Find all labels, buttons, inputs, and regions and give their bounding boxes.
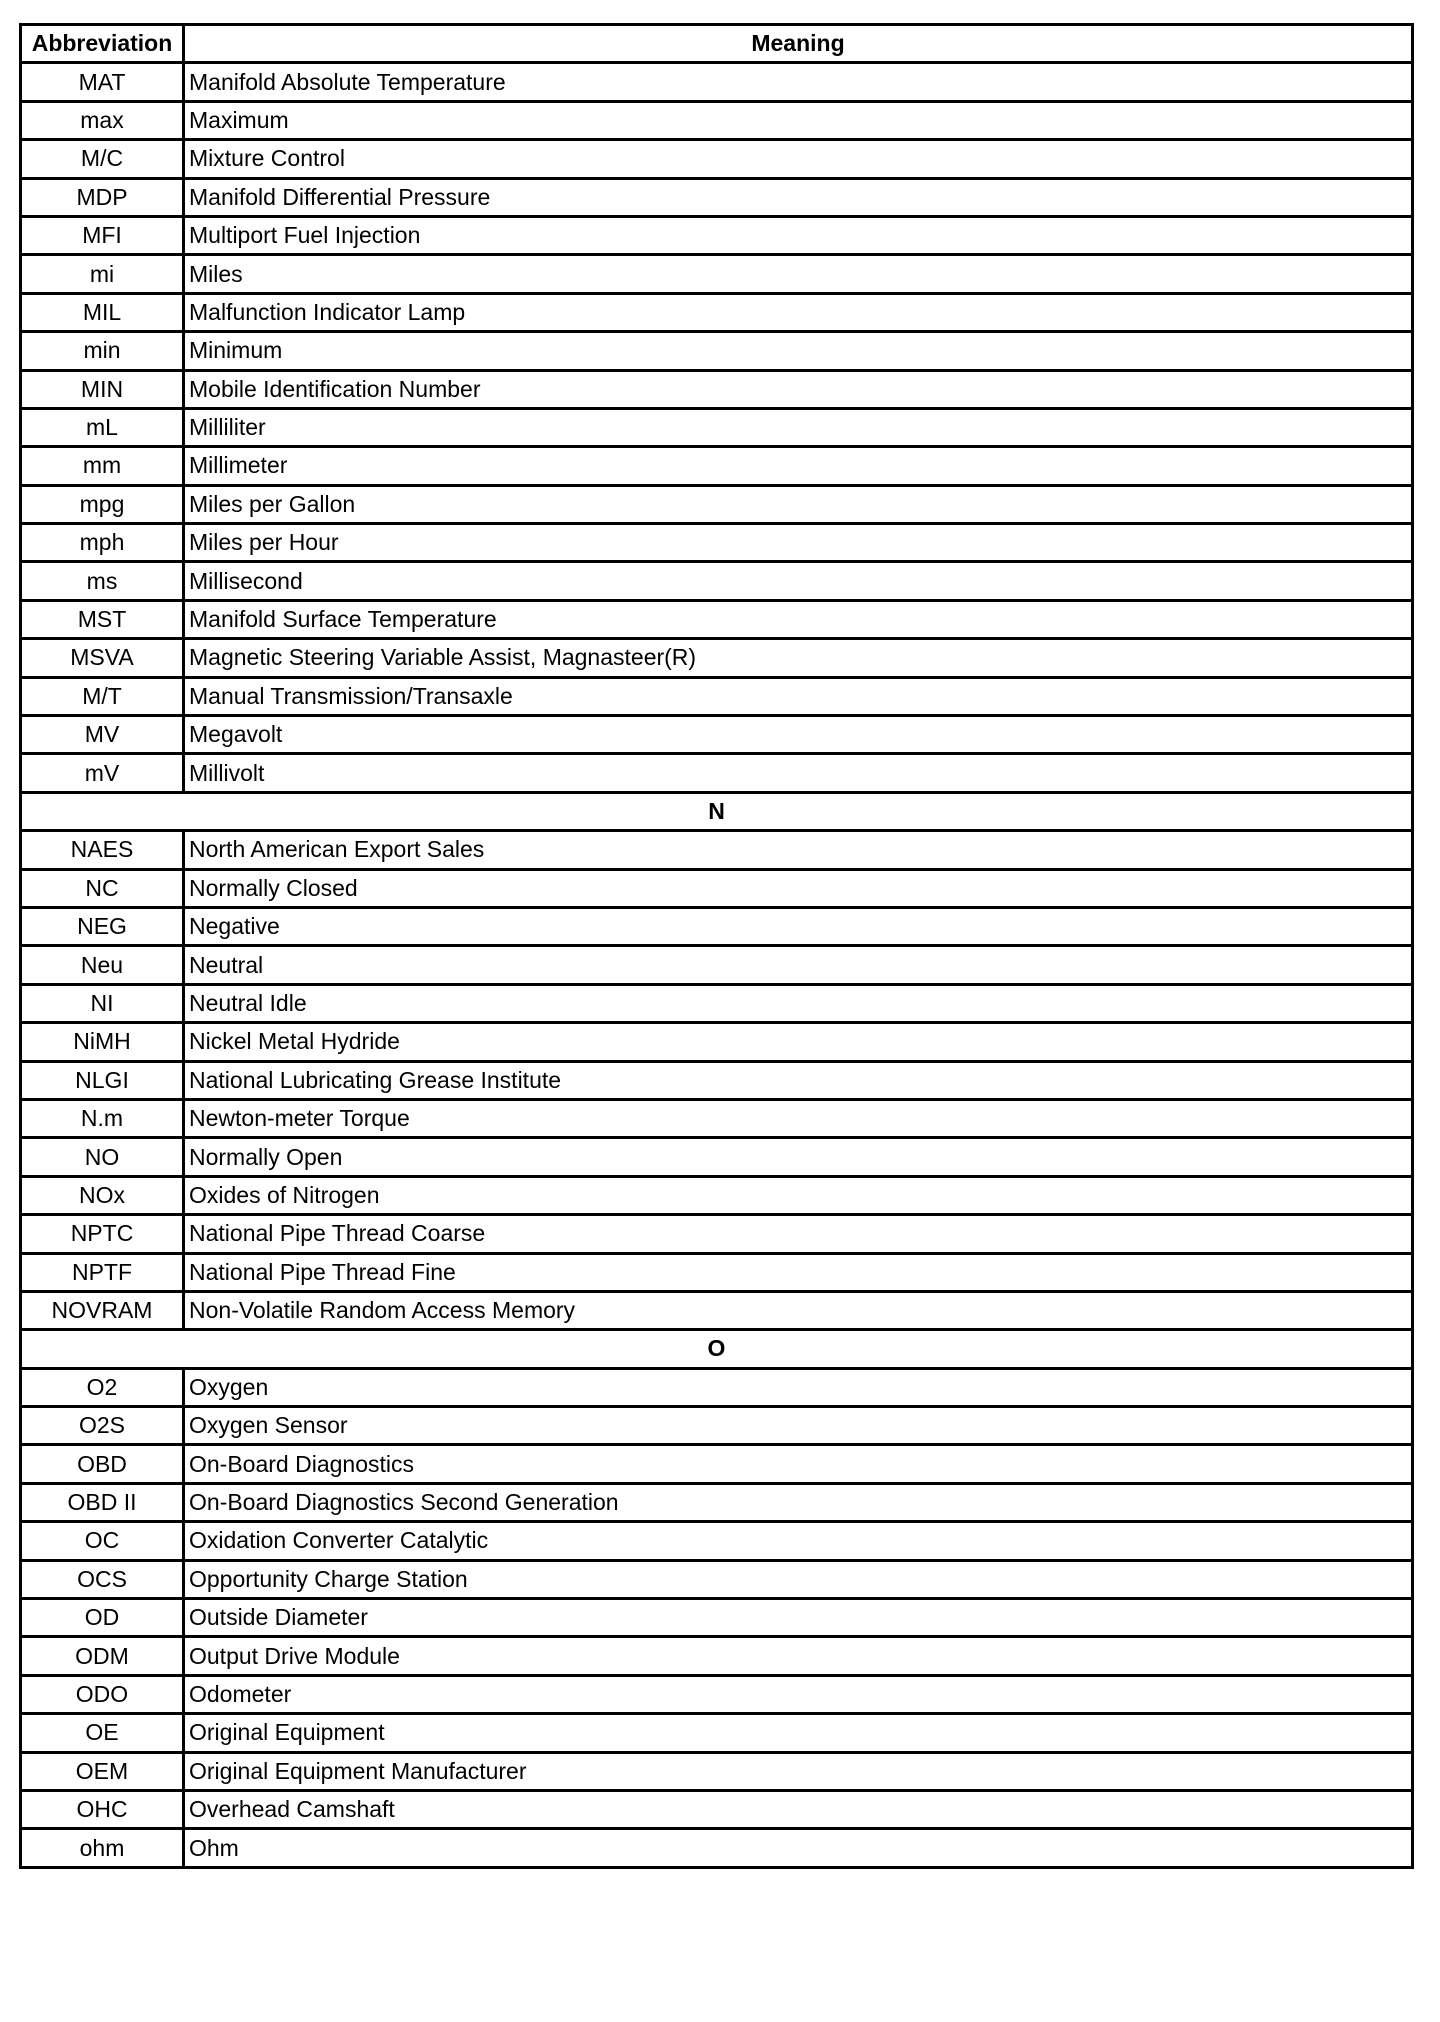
meaning-cell: Magnetic Steering Variable Assist, Magnasteer(R) <box>184 639 1413 677</box>
meaning-cell: Manual Transmission/Transaxle <box>184 677 1413 715</box>
abbreviation-cell: max <box>21 101 184 139</box>
abbreviation-column-header: Abbreviation <box>21 25 184 63</box>
table-row <box>21 1445 1413 1483</box>
meaning-column-header: Meaning <box>184 25 1413 63</box>
table-row <box>21 524 1413 562</box>
table-row <box>21 408 1413 446</box>
table-row <box>21 178 1413 216</box>
abbreviation-cell: OBD <box>21 1445 184 1483</box>
table-row <box>21 716 1413 754</box>
meaning-cell: Oxidation Converter Catalytic <box>184 1522 1413 1560</box>
table-row <box>21 1368 1413 1406</box>
meaning-cell: Opportunity Charge Station <box>184 1560 1413 1598</box>
abbreviation-cell: MFI <box>21 216 184 254</box>
meaning-cell: National Lubricating Grease Institute <box>184 1061 1413 1099</box>
meaning-cell: Newton-meter Torque <box>184 1099 1413 1137</box>
abbreviation-cell: NI <box>21 984 184 1022</box>
abbreviation-cell: mL <box>21 408 184 446</box>
meaning-cell: Miles per Gallon <box>184 485 1413 523</box>
meaning-cell: Original Equipment <box>184 1714 1413 1752</box>
meaning-cell: Megavolt <box>184 716 1413 754</box>
table-row <box>21 754 1413 792</box>
table-row <box>21 447 1413 485</box>
table-row <box>21 63 1413 101</box>
table-row <box>21 332 1413 370</box>
abbreviation-cell: OD <box>21 1599 184 1637</box>
meaning-cell: Manifold Surface Temperature <box>184 600 1413 638</box>
abbreviation-cell: NAES <box>21 831 184 869</box>
table-row <box>21 984 1413 1022</box>
abbreviation-cell: OCS <box>21 1560 184 1598</box>
meaning-cell: National Pipe Thread Fine <box>184 1253 1413 1291</box>
meaning-cell: Nickel Metal Hydride <box>184 1023 1413 1061</box>
abbreviation-cell: Neu <box>21 946 184 984</box>
meaning-cell: On-Board Diagnostics Second Generation <box>184 1483 1413 1521</box>
section-letter: N <box>21 792 1413 830</box>
section-letter: O <box>21 1330 1413 1368</box>
meaning-cell: Non-Volatile Random Access Memory <box>184 1291 1413 1329</box>
meaning-cell: Neutral Idle <box>184 984 1413 1022</box>
meaning-cell: Manifold Absolute Temperature <box>184 63 1413 101</box>
table-row <box>21 1675 1413 1713</box>
meaning-cell: Mobile Identification Number <box>184 370 1413 408</box>
meaning-cell: Outside Diameter <box>184 1599 1413 1637</box>
table-row <box>21 1176 1413 1214</box>
table-row <box>21 1253 1413 1291</box>
abbreviation-cell: ms <box>21 562 184 600</box>
abbreviation-cell: mph <box>21 524 184 562</box>
table-header-row <box>21 25 1413 63</box>
abbreviation-cell: mpg <box>21 485 184 523</box>
meaning-cell: Millivolt <box>184 754 1413 792</box>
abbreviation-cell: OHC <box>21 1790 184 1828</box>
abbreviation-cell: NOVRAM <box>21 1291 184 1329</box>
table-row <box>21 293 1413 331</box>
abbreviation-cell: NiMH <box>21 1023 184 1061</box>
abbreviation-cell: mm <box>21 447 184 485</box>
table-body <box>21 63 1413 1867</box>
abbreviation-cell: OEM <box>21 1752 184 1790</box>
abbreviation-cell: NPTF <box>21 1253 184 1291</box>
table-row <box>21 1023 1413 1061</box>
abbreviation-cell: M/T <box>21 677 184 715</box>
abbreviation-cell: OBD II <box>21 1483 184 1521</box>
abbreviation-cell: ohm <box>21 1829 184 1867</box>
abbreviation-cell: MST <box>21 600 184 638</box>
abbreviation-cell: mV <box>21 754 184 792</box>
abbreviation-table <box>19 23 1414 1869</box>
abbreviation-cell: NO <box>21 1138 184 1176</box>
meaning-cell: Millisecond <box>184 562 1413 600</box>
table-row <box>21 1829 1413 1867</box>
meaning-cell: Normally Open <box>184 1138 1413 1176</box>
table-row <box>21 370 1413 408</box>
table-row <box>21 1790 1413 1828</box>
meaning-cell: North American Export Sales <box>184 831 1413 869</box>
table-row <box>21 1752 1413 1790</box>
meaning-cell: Mixture Control <box>184 140 1413 178</box>
abbreviation-cell: O2 <box>21 1368 184 1406</box>
meaning-cell: Odometer <box>184 1675 1413 1713</box>
table-row <box>21 1138 1413 1176</box>
meaning-cell: Milliliter <box>184 408 1413 446</box>
section-header-row <box>21 1330 1413 1368</box>
table-row <box>21 101 1413 139</box>
meaning-cell: Negative <box>184 907 1413 945</box>
abbreviation-cell: NLGI <box>21 1061 184 1099</box>
meaning-cell: Oxygen Sensor <box>184 1407 1413 1445</box>
table-row <box>21 1637 1413 1675</box>
abbreviation-cell: MIL <box>21 293 184 331</box>
meaning-cell: Neutral <box>184 946 1413 984</box>
table-row <box>21 946 1413 984</box>
table-row <box>21 1560 1413 1598</box>
table-row <box>21 216 1413 254</box>
meaning-cell: Maximum <box>184 101 1413 139</box>
table-row <box>21 1599 1413 1637</box>
meaning-cell: Millimeter <box>184 447 1413 485</box>
meaning-cell: Oxides of Nitrogen <box>184 1176 1413 1214</box>
table-row <box>21 600 1413 638</box>
table-row <box>21 1714 1413 1752</box>
table-row <box>21 831 1413 869</box>
abbreviation-cell: NPTC <box>21 1215 184 1253</box>
abbreviation-cell: mi <box>21 255 184 293</box>
meaning-cell: Malfunction Indicator Lamp <box>184 293 1413 331</box>
meaning-cell: Ohm <box>184 1829 1413 1867</box>
table-row <box>21 639 1413 677</box>
table-row <box>21 1407 1413 1445</box>
meaning-cell: Miles per Hour <box>184 524 1413 562</box>
table-row <box>21 1291 1413 1329</box>
abbreviation-cell: MDP <box>21 178 184 216</box>
table-row <box>21 255 1413 293</box>
abbreviation-cell: O2S <box>21 1407 184 1445</box>
meaning-cell: National Pipe Thread Coarse <box>184 1215 1413 1253</box>
meaning-cell: Manifold Differential Pressure <box>184 178 1413 216</box>
meaning-cell: Miles <box>184 255 1413 293</box>
abbreviation-cell: OE <box>21 1714 184 1752</box>
meaning-cell: Overhead Camshaft <box>184 1790 1413 1828</box>
abbreviation-cell: OC <box>21 1522 184 1560</box>
abbreviation-cell: min <box>21 332 184 370</box>
abbreviation-cell: M/C <box>21 140 184 178</box>
abbreviation-cell: ODM <box>21 1637 184 1675</box>
table-row <box>21 140 1413 178</box>
meaning-cell: Multiport Fuel Injection <box>184 216 1413 254</box>
meaning-cell: Original Equipment Manufacturer <box>184 1752 1413 1790</box>
table-row <box>21 1061 1413 1099</box>
meaning-cell: Minimum <box>184 332 1413 370</box>
table-row <box>21 677 1413 715</box>
section-header-row <box>21 792 1413 830</box>
table-row <box>21 907 1413 945</box>
abbreviation-cell: ODO <box>21 1675 184 1713</box>
abbreviation-cell: MAT <box>21 63 184 101</box>
table-row <box>21 1099 1413 1137</box>
abbreviation-cell: NEG <box>21 907 184 945</box>
meaning-cell: On-Board Diagnostics <box>184 1445 1413 1483</box>
table-row <box>21 1522 1413 1560</box>
abbreviation-cell: NC <box>21 869 184 907</box>
table-row <box>21 485 1413 523</box>
abbreviation-cell: NOx <box>21 1176 184 1214</box>
meaning-cell: Oxygen <box>184 1368 1413 1406</box>
meaning-cell: Normally Closed <box>184 869 1413 907</box>
table-row <box>21 1215 1413 1253</box>
table-row <box>21 1483 1413 1521</box>
meaning-cell: Output Drive Module <box>184 1637 1413 1675</box>
abbreviation-cell: MV <box>21 716 184 754</box>
table-row <box>21 869 1413 907</box>
abbreviation-cell: MSVA <box>21 639 184 677</box>
abbreviation-cell: N.m <box>21 1099 184 1137</box>
table-row <box>21 562 1413 600</box>
abbreviation-cell: MIN <box>21 370 184 408</box>
